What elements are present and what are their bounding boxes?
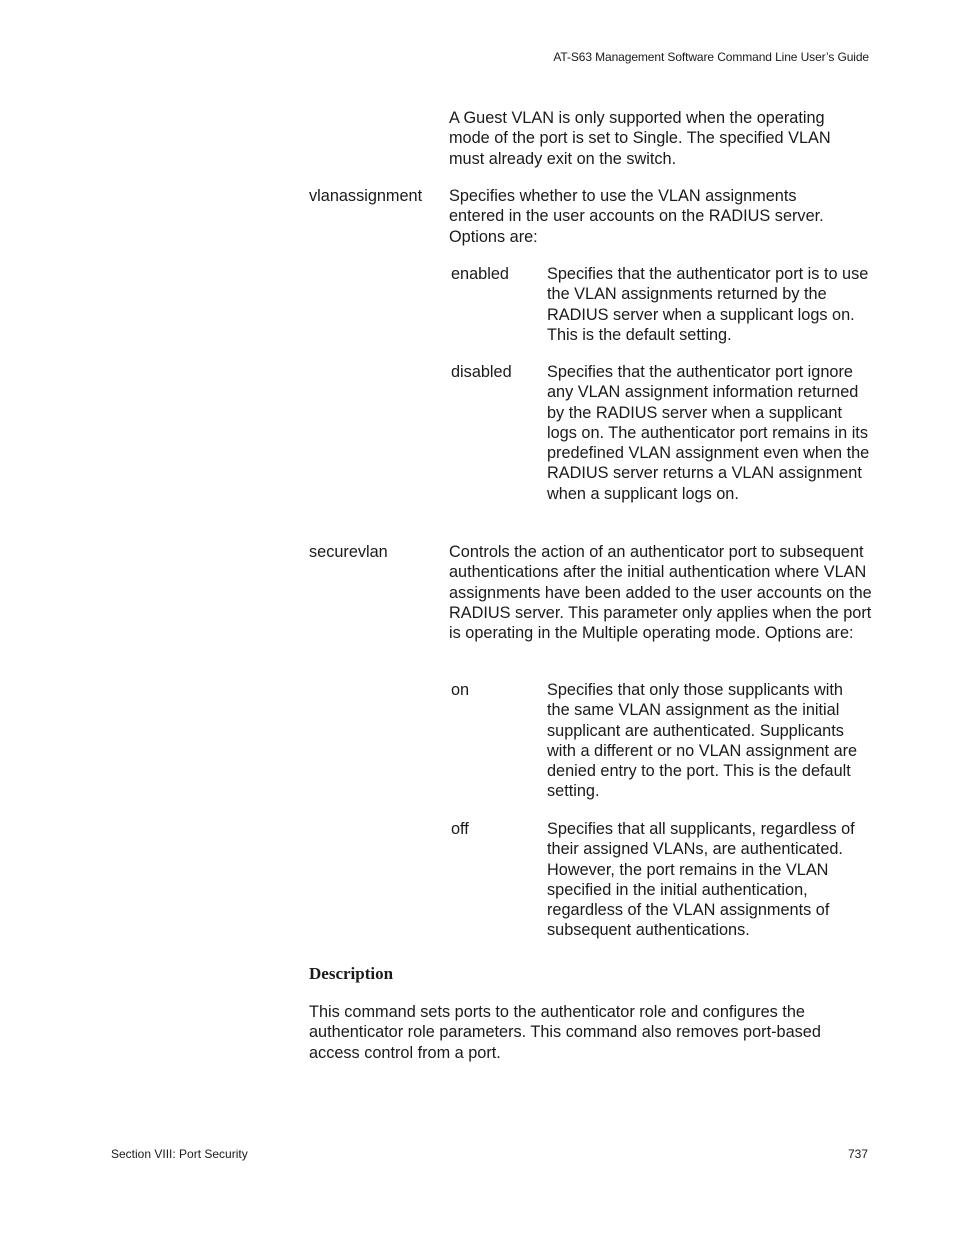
option-term-on: on xyxy=(451,681,470,699)
option-term-disabled: disabled xyxy=(451,363,512,381)
param-term-securevlan: securevlan xyxy=(309,543,388,561)
page-number: 737 xyxy=(847,1147,868,1161)
option-term-off: off xyxy=(451,820,469,838)
option-desc-off: Specifies that all supplicants, regardless of their assigned VLANs, are authenticated. However, the port remains in the VLAN specified in the initial authentication, regardless of the VLAN assignments of subsequent authentications. xyxy=(547,820,855,940)
option-desc-disabled: Specifies that the authenticator port ignore any VLAN assignment information returned by the RADIUS server when a supplicant logs on. The authenticator port remains in its predefined VLAN assignment even when the RADIUS server returns a VLAN assignment when a supplicant logs on. xyxy=(547,363,870,503)
param-desc-securevlan: Controls the action of an authenticator port to subsequent authentications after the initial authentication where VLAN assignments have been added to the user accounts on the RADIUS server. This parameter only applies when the port is operating in the Multiple operating mode. Options are: xyxy=(449,543,872,643)
option-desc-enabled: Specifies that the authenticator port is to use the VLAN assignments returned by the RADIUS server when a supplicant logs on. This is the default setting. xyxy=(547,265,869,344)
param-term-vlanassignment: vlanassignment xyxy=(309,187,423,205)
option-term-enabled: enabled xyxy=(451,265,509,283)
description-heading: Description xyxy=(309,964,394,983)
guest-vlan-note: A Guest VLAN is only supported when the operating mode of the port is set to Single. The specified VLAN must already exit on the switch. xyxy=(449,109,831,168)
param-desc-vlanassignment: Specifies whether to use the VLAN assignments entered in the user accounts on the RADIUS server. Options are: xyxy=(449,187,824,246)
option-desc-on: Specifies that only those supplicants with the same VLAN assignment as the initial supplicant are authenticated. Supplicants with a different or no VLAN assignment are denied entry to the port. This is the default setting. xyxy=(547,681,858,801)
running-header: AT-S63 Management Software Command Line User’s Guide xyxy=(553,50,869,64)
description-paragraph: This command sets ports to the authenticator role and configures the authenticator role parameters. This command also removes port-based access control from a port. xyxy=(309,1003,821,1062)
footer-section: Section VIII: Port Security xyxy=(111,1147,248,1161)
